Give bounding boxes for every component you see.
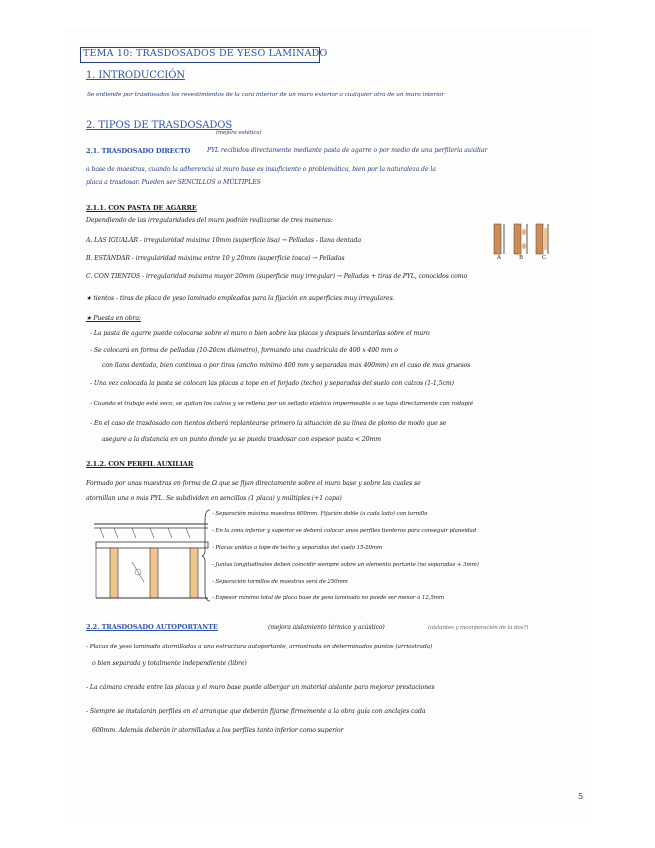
- tientos-def: ★ tientos - tiras de placa de yeso laminado empleadas para la fijación en superficies muy irregulares.: [86, 295, 395, 302]
- page-title: TEMA 10: TRASDOSADOS DE YESO LAMINADO: [83, 48, 328, 59]
- bullet-bracket: [202, 508, 212, 603]
- s21-line3: placa a trasdosar. Pueden ser SENCILLOS o MÚLTIPLES: [86, 179, 261, 186]
- s21-line1: PYL recibidos directamente mediante pasta de agarre o por medio de una perfilería auxiliar: [207, 147, 488, 154]
- perfil-auxiliar-sketch: [92, 512, 212, 607]
- abc-label-a: A: [497, 255, 501, 261]
- s212-b6: - Espesor mínimo total de placa base de yeso laminado no puede ser menor a 12,5mm: [212, 595, 445, 601]
- abc-label-b: B: [519, 255, 523, 261]
- abc-label-c: C: [542, 255, 547, 261]
- puesta-3: - Una vez colocada la pasta se colocan las placas a tope en el forjado (techo) y separadas del suelo con calzos (1-1,5cm): [90, 380, 454, 387]
- s212-b2: - En la zona inferior y superior se deberá colocar unos perfiles tienteros para conseguir planeidad: [212, 528, 477, 534]
- s22-title: 2.2. TRASDOSADO AUTOPORTANTE: [86, 623, 218, 631]
- s22-note: (mejora aislamiento térmico y acústico): [268, 624, 385, 631]
- puesta-1: - La pasta de agarre puede colocarse sobre el muro o bien sobre las placas y después levantarlas sobre el muro: [90, 330, 430, 337]
- puesta-2: - Se colocará en forma de pelladas (10-20cm diámetro), formando una cuadrícula de 400 x 400 mm o: [90, 347, 398, 354]
- puesta-heading: ★ Puesta en obra:: [86, 315, 141, 322]
- tipos-note: (mejora estética): [216, 130, 262, 136]
- s212-b4: - Juntas longitudinales deben coincidir siempre sobre un elemento portante (no separadas + 3mm): [212, 562, 479, 568]
- s212-title: 2.1.2. CON PERFIL AUXILIAR: [86, 460, 194, 468]
- s22-line2: - La cámara creada entre las placas y el muro base puede albergar un material aislante para mejorar prestaciones: [86, 684, 435, 691]
- page-number: 5: [578, 792, 584, 801]
- s22-note2: (aislantes y incorporación de la dos?): [428, 625, 529, 631]
- tipos-heading: 2. TIPOS DE TRASDOSADOS: [86, 120, 233, 131]
- s21-line2: a base de maestras, cuando la adherencia al muro base es insuficiente o problemática, bien por la naturaleza de la: [86, 166, 436, 173]
- s211-line1: Dependiendo de las irregularidades del muro podrán realizarse de tres maneras:: [86, 217, 333, 224]
- puesta-2b: con llana dentada, bien continua o por tiras (ancho mínimo 400 mm y separadas max 400mm) en el caso de mas gruesos: [102, 362, 471, 369]
- s212-line1: Formado por unas maestras en forma de Ω que se fijan directamente sobre el muro base y sobre las cuales se: [86, 480, 421, 487]
- s212-b5: - Separación tornillos de maestras será de 250mm: [212, 579, 348, 585]
- s211-title: 2.1.1. CON PASTA DE AGARRE: [86, 204, 197, 212]
- s212-b1: - Separación máxima maestras 600mm. Fijación doble (a cada lado) con tornillo: [212, 511, 428, 517]
- s22-line3: - Siempre se instalarán perfiles en el arranque que deberán fijarse firmemente a la obra guía con anclajes cada: [86, 708, 426, 715]
- s212-b3: - Placas unidas a tope de techo y separadas del suelo 15-20mm: [212, 545, 383, 551]
- intro-text: Se entiende por trasdosados los revestimientos de la cara interior de un muro exterior o cualquier otra de un muro interior: [87, 92, 445, 98]
- s21-title: 2.1. TRASDOSADO DIRECTO: [86, 147, 191, 155]
- s211-b: B. ESTÁNDAR - irregularidad máxima entre 10 y 20mm (superficie tosca) → Pelladas: [86, 255, 345, 262]
- s22-line1b: o bien separada y totalmente independiente (libre): [92, 660, 247, 667]
- s212-line2: atornillan una o más PYL. Se subdividen en sencillos (1 placa) y múltiples (+1 capa): [86, 495, 342, 502]
- intro-heading: 1. INTRODUCCIÓN: [86, 70, 185, 81]
- puesta-5: - En el caso de trasdosado con tientos deberá replantearse primero la situación de su línea de plomo de modo que se: [90, 420, 447, 427]
- s211-a: A. LAS IGUALAR - irregularidad máxima 10mm (superficie lisa) → Pelladas - llana dentada: [86, 237, 362, 244]
- puesta-5b: asegure a la distancia en un punto donde ya se pueda trasdosar con espesor pasta < 20mm: [102, 436, 382, 443]
- puesta-4: - Cuando el trabajo esté seco, se quitan los calzos y se rellena por un sellado elástico impermeable o se tapa directamente con rodapié: [90, 401, 474, 407]
- s22-line1: - Placas de yeso laminado atornilladas a una estructura autoportante, arriostrada en determinados puntos (arriostrada): [86, 644, 433, 650]
- s22-line3b: 600mm. Además deberán ir atornilladas a los perfiles tanto inferior como superior: [92, 727, 344, 734]
- s211-c: C. CON TIENTOS - irregularidad máxima mayor 20mm (superficie muy irregular) → Pelladas + tiras de PYL, conocidos como: [86, 273, 468, 280]
